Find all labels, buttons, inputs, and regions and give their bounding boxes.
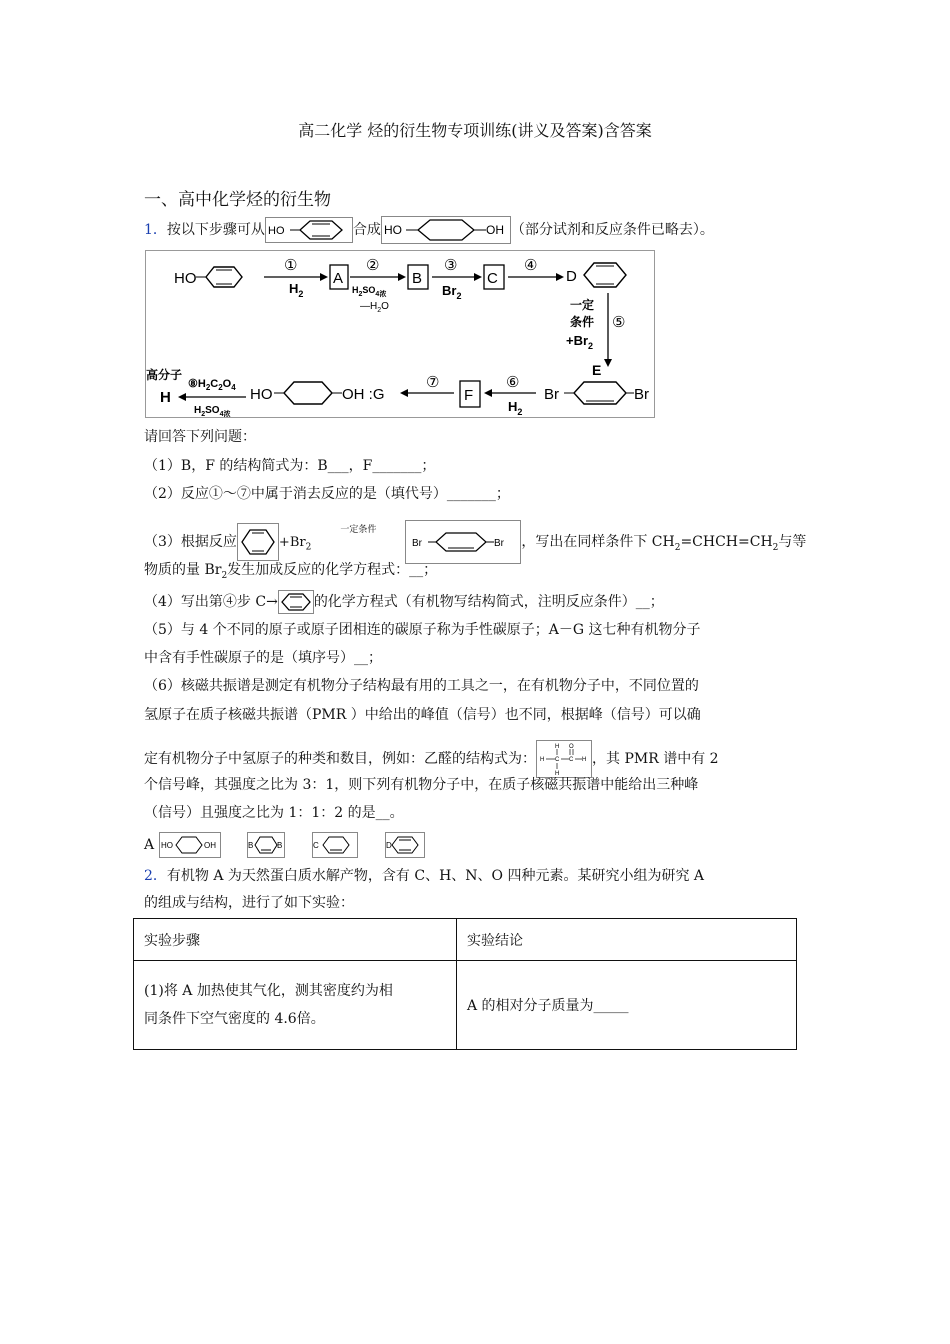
q1-sub5-line2: 中含有手性碳原子的是（填序号）__；: [144, 650, 382, 666]
q1-intro-text-c: （部分试剂和反应条件已略去）。: [510, 222, 714, 238]
q1-sub2: （2）反应①～⑦中属于消去反应的是（填代号）_______；: [144, 486, 510, 502]
svg-text:Br: Br: [544, 386, 559, 403]
svg-text:A: A: [333, 270, 344, 287]
svg-text:HO: HO: [250, 386, 273, 403]
table-cell-conclusion: A 的相对分子质量为_____: [457, 961, 797, 1050]
svg-text:H2SO4浓: $H_2SO_{4浓}$: [352, 285, 387, 298]
svg-text:H2SO4浓: $H_2SO_{4浓}$: [194, 405, 231, 417]
q1-sub3: [144, 520, 806, 564]
svg-text:⑦: ⑦: [426, 374, 440, 391]
svg-text:②: ②: [366, 257, 380, 274]
experiment-table: [133, 918, 797, 1050]
cyclohexadiene-structure-2: [278, 590, 314, 614]
svg-text:B: B: [277, 841, 283, 850]
svg-text:OH :G: OH :G: [342, 386, 385, 403]
q1-sub6-line4: 个信号峰，其强度之比为 3：1，则下列有机物分子中，在质子核磁共振谱中能给出三种峰: [144, 777, 699, 793]
sub3-text-a: （3）根据反应: [144, 534, 237, 550]
phenol-structure: [265, 217, 353, 243]
svg-text:④: ④: [524, 257, 538, 274]
q1-sub1: （1）B，F 的结构简式为：B___，F_______；: [144, 458, 436, 474]
q1-sub3-line2: 物质的量 $Br_2$发生加成反应的化学方程式：__；: [144, 562, 438, 581]
svg-text:H: H: [582, 757, 587, 763]
q1-sub6-line2: 氢原子在质子核磁共振谱（PMR ）中给出的峰值（信号）也不同，根据峰（信号）可以确: [144, 707, 701, 723]
choice-d-structure: [385, 832, 425, 858]
choice-c-structure: [312, 832, 358, 858]
svg-text:HO: HO: [160, 841, 173, 850]
reaction-scheme: [145, 250, 655, 418]
table-header-conclusion: 实验结论: [457, 919, 797, 961]
svg-text:H: H: [555, 771, 560, 777]
svg-text:⑤: ⑤: [612, 314, 626, 331]
cyclohexanediol-structure: [381, 216, 511, 244]
sub6-text-b: ，其 PMR 谱中有 2: [592, 751, 719, 767]
q1-intro-text-a: 按以下步骤可从: [166, 222, 265, 238]
svg-text:H: H: [160, 389, 171, 406]
q1-sub6-line5: （信号）且强度之比为 1：1：2 的是__。: [144, 805, 404, 821]
choice-a-structure: [159, 832, 221, 858]
cyclohexadiene-structure: [237, 523, 279, 561]
svg-text:HO: HO: [383, 223, 402, 237]
svg-text:F: F: [464, 387, 474, 404]
q1-prompt: 请回答下列问题：: [144, 429, 256, 445]
svg-text:一定: 一定: [570, 298, 595, 312]
choice-a-label: A: [144, 837, 155, 853]
svg-text:Br2: $Br_2$: [442, 283, 462, 301]
svg-text:O: O: [569, 744, 574, 750]
svg-text:条件: 条件: [570, 315, 595, 329]
svg-text:Br: Br: [634, 386, 649, 403]
svg-text:C: C: [313, 841, 320, 850]
svg-text:③: ③: [444, 257, 458, 274]
q1-sub5-line1: （5）与 4 个不同的原子或原子团相连的碳原子称为手性碳原子；A－G 这七种有机物分子: [144, 622, 701, 638]
svg-text:C: C: [487, 270, 498, 287]
q1-sub4: [144, 590, 664, 614]
acetaldehyde-structure: [536, 740, 592, 778]
svg-text:⑧H2C2O4: $⑧H_2C_2O_4$: [188, 378, 236, 392]
dibromocyclohexene-structure: [405, 520, 521, 564]
sub3-condition: 一定条件: [340, 525, 377, 535]
q2-line2: 的组成与结构，进行了如下实验：: [144, 895, 354, 911]
sub6-text-a: 定有机物分子中氢原子的种类和数目，例如：乙醛的结构式为：: [144, 751, 536, 767]
document-title: 高二化学 烃的衍生物专项训练(讲义及答案)含答案: [298, 121, 652, 140]
sub3-text-c: ，写出在同样条件下 $CH_2=CHCH=CH_2$与等: [521, 534, 807, 553]
svg-text:OH: OH: [485, 223, 504, 237]
svg-text:—H2O: $—H_2O$: [360, 301, 389, 314]
svg-text:B: B: [248, 841, 254, 850]
svg-text:C: C: [569, 757, 574, 763]
sub4-text-a: （4）写出第④步 C→: [144, 594, 278, 610]
svg-text:H2: $H_2$: [508, 399, 523, 417]
svg-text:高分子: 高分子: [146, 368, 183, 382]
question-number-2: 2．: [144, 868, 167, 884]
sub3-br2: $+Br_2$: [278, 535, 312, 553]
svg-text:Br: Br: [494, 538, 505, 549]
svg-text:HO: HO: [174, 270, 197, 287]
svg-text:①: ①: [284, 257, 298, 274]
table-cell-step: (1)将 A 加热使其气化，测其密度约为相 同条件下空气密度的 4.6倍。: [134, 961, 457, 1050]
section-heading: 一、高中化学烃的衍生物: [144, 190, 331, 210]
svg-text:D: D: [566, 268, 577, 285]
svg-text:⑥: ⑥: [506, 374, 520, 391]
table-header-step: 实验步骤: [134, 919, 457, 961]
table-row: [134, 961, 797, 1050]
svg-text:OH: OH: [203, 841, 216, 850]
q1-sub6-line1: （6）核磁共振谱是测定有机物分子结构最有用的工具之一，在有机物分子中，不同位置的: [144, 678, 699, 694]
svg-text:C: C: [555, 757, 560, 763]
svg-text:H2: $H_2$: [289, 281, 304, 299]
q1-sub6-line3: [144, 740, 719, 778]
q1-intro: [144, 216, 714, 244]
ho-label: HO: [267, 225, 285, 237]
svg-text:D: D: [386, 841, 393, 850]
q1-intro-text-b: 合成: [352, 222, 381, 238]
svg-text:E: E: [592, 362, 602, 378]
q2-line1: 2．有机物 A 为天然蛋白质水解产物，含有 C、H、N、O 四种元素。某研究小组为研究 A: [144, 868, 705, 884]
svg-text:+Br2: $+Br_2$: [566, 333, 594, 351]
svg-text:H: H: [540, 757, 545, 763]
choice-b-structure: [247, 832, 285, 858]
svg-text:B: B: [412, 270, 423, 287]
q1-choices: [144, 832, 425, 860]
svg-text:H: H: [555, 744, 560, 750]
sub4-text-b: 的化学方程式（有机物写结构简式，注明反应条件）__；: [313, 594, 664, 610]
svg-text:Br: Br: [412, 538, 423, 549]
question-number: 1．: [144, 222, 167, 238]
